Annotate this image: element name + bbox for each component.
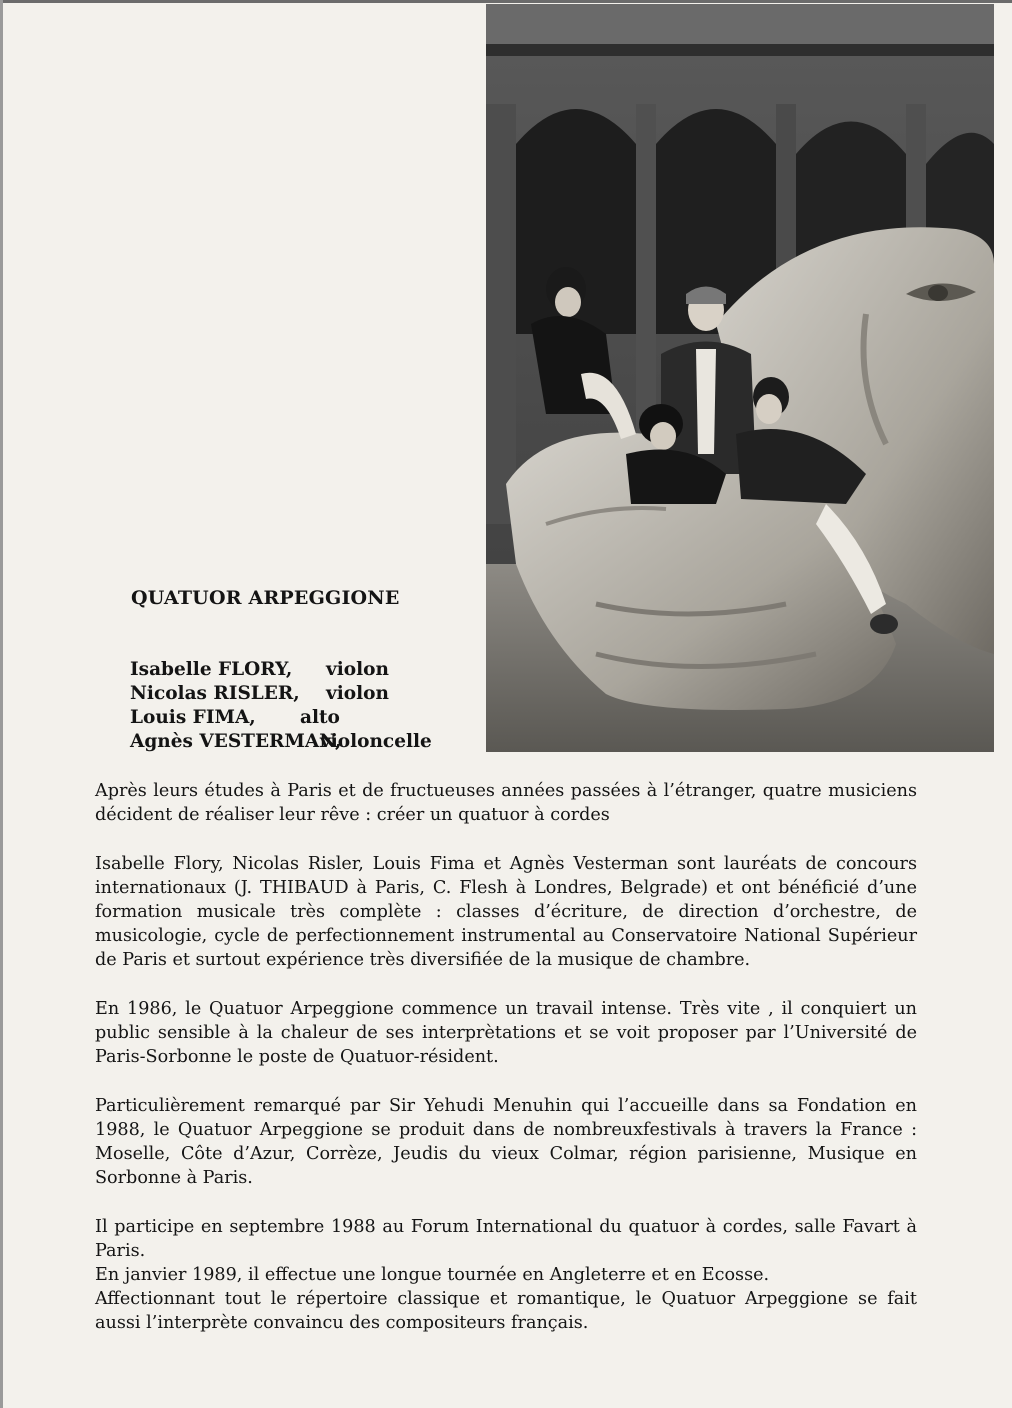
credit-line: [130, 730, 480, 754]
member-name: Nicolas RISLER,: [130, 683, 300, 704]
member-name: Agnès VESTERMAN,: [130, 731, 342, 752]
credit-line: [130, 682, 480, 706]
quartet-title: QUATUOR ARPEGGIONE: [131, 587, 400, 609]
biography-paragraph: Particulièrement remarqué par Sir Yehudi Menuhin qui l’accueille dans sa Fondation en 1988, le Quatuor Arpeggione se produit dans de nombreuxfestivals à travers la France : Moselle, Côte d’Azur, Corrèze, Jeudis du vieux Colmar, région parisienne, Musique en Sorbonne à Paris.: [95, 1096, 917, 1188]
member-credits: [130, 658, 480, 754]
biography-paragraph: Après leurs études à Paris et de fructueuses années passées à l’étranger, quatre musiciens décident de réaliser leur rêve : créer un quatuor à cordes: [95, 781, 917, 825]
biography-text: [95, 779, 917, 1335]
biography-paragraph: En 1986, le Quatuor Arpeggione commence un travail intense. Très vite , il conquiert un public sensible à la chaleur de ses interprètations et se voit proposer par l’Université de Paris-Sorbonne le poste de Quatuor-résident.: [95, 999, 917, 1067]
member-role: violon: [326, 683, 389, 704]
biography-line: Affectionnant tout le répertoire classique et romantique, le Quatuor Arpeggione se fait aussi l’interprète convaincu des compositeurs français.: [95, 1289, 917, 1333]
quartet-photo: [486, 4, 994, 752]
member-role: alto: [300, 707, 340, 728]
quartet-photo-drawing: [486, 4, 994, 752]
member-name: Louis FIMA,: [130, 707, 256, 728]
biography-line: En janvier 1989, il effectue une longue tournée en Angleterre et en Ecosse.: [95, 1265, 770, 1285]
page-edge-left: [0, 0, 3, 1408]
member-role: violon: [326, 659, 389, 680]
member-role: violoncelle: [320, 731, 432, 752]
credit-line: [130, 658, 480, 682]
page-edge-top: [0, 0, 1012, 3]
biography-line: Il participe en septembre 1988 au Forum International du quatuor à cordes, salle Favart à Paris.: [95, 1217, 917, 1261]
credit-line: [130, 706, 480, 730]
member-name: Isabelle FLORY,: [130, 659, 293, 680]
biography-paragraph: Isabelle Flory, Nicolas Risler, Louis Fima et Agnès Vesterman sont lauréats de concours internationaux (J. THIBAUD à Paris, C. Flesh à Londres, Belgrade) et ont bénéficié d’une formation musicale très complète : classes d’écriture, de direction d’orchestre, de musicologie, cycle de perfectionnement instrumental au Conservatoire National Supérieur de Paris et surtout expérience très diversifiée de la musique de chambre.: [95, 854, 917, 970]
